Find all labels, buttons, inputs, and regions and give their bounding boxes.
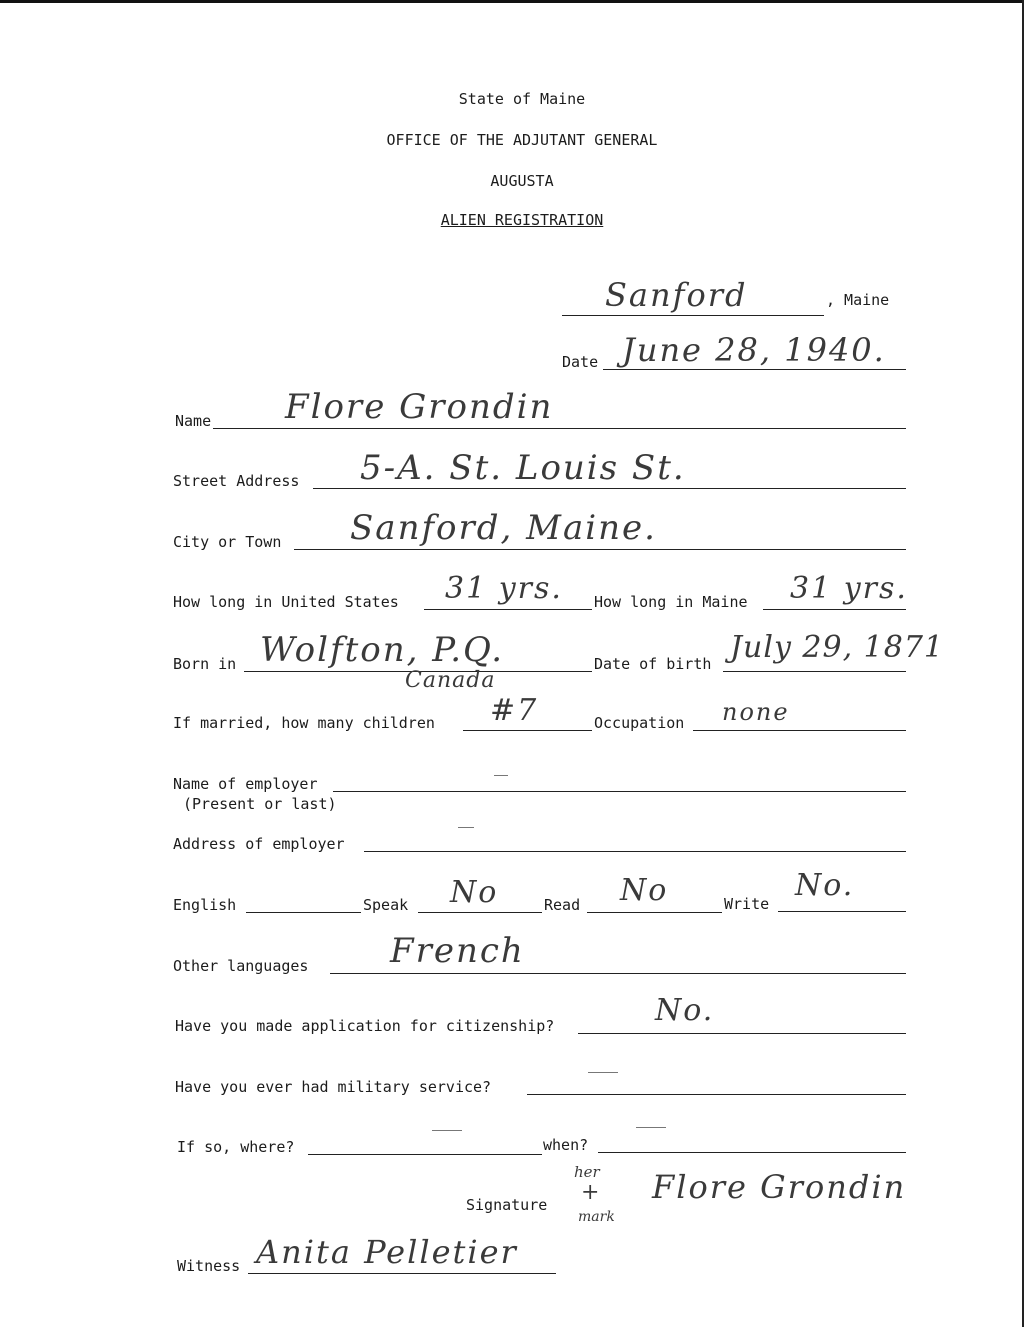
maine-years-value: 31 yrs. [790,571,908,606]
citizenship-line [578,1033,906,1034]
date-line [603,369,906,370]
speak-line [418,912,542,913]
birth-date-line [723,671,906,672]
write-line [778,911,906,912]
name-value: Flore Grondin [285,387,554,427]
read-label: Read [544,896,581,914]
other-languages-line [330,973,906,974]
header-title: ALIEN REGISTRATION [440,211,604,229]
signature-mark-top: her [574,1163,600,1181]
children-label: If married, how many children [173,714,435,732]
street-value: 5-A. St. Louis St. [360,448,686,488]
maine-years-label: How long in Maine [594,593,748,611]
us-years-line [424,609,592,610]
header-state: State of Maine [458,90,586,108]
birth-date-label: Date of birth [594,655,712,673]
employer-address-label: Address of employer [173,835,345,853]
city-label: City or Town [173,533,282,551]
date-value: June 28, 1940. [622,331,886,369]
date-label: Date [562,353,599,371]
speak-value: No [450,875,499,910]
when-line [598,1152,906,1153]
employer-blank-dash [494,775,508,776]
city-value: Sanford, Maine. [350,508,657,548]
employer-line [333,791,906,792]
children-line [463,730,592,731]
when-blank-dash [636,1127,666,1128]
signature-mark-cross: + [581,1180,600,1205]
speak-label: Speak [363,896,409,914]
occupation-value: none [722,698,790,726]
city-line [294,549,906,550]
header-office: OFFICE OF THE ADJUTANT GENERAL [386,131,658,149]
employer-address-blank-dash [458,827,474,828]
name-line [213,428,906,429]
where-blank-dash [432,1130,462,1131]
scan-edge-top [0,0,1024,3]
signature-value: Flore Grondin [652,1168,907,1206]
occupation-label: Occupation [594,714,685,732]
citizenship-value: No. [655,993,715,1028]
street-line [313,488,906,489]
where-label: If so, where? [177,1138,295,1156]
street-label: Street Address [173,472,300,490]
read-line [587,912,722,913]
when-label: when? [543,1136,589,1154]
military-line [527,1094,906,1095]
us-years-value: 31 yrs. [445,571,563,606]
employer-sublabel: (Present or last) [183,795,337,813]
write-value: No. [795,868,855,903]
employer-label: Name of employer [173,775,318,793]
employer-address-line [364,851,906,852]
occupation-line [693,730,906,731]
english-label: English [173,896,237,914]
witness-label: Witness [177,1257,241,1275]
born-country-value: Canada [405,668,496,693]
name-label: Name [175,412,212,430]
read-value: No [620,873,669,908]
birth-date-value: July 29, 1871 [730,630,945,665]
born-label: Born in [173,655,237,673]
witness-line [248,1273,556,1274]
english-line [246,912,361,913]
place-value: Sanford [605,276,748,314]
place-label: , Maine [826,291,890,309]
other-languages-value: French [390,931,525,971]
signature-label: Signature [466,1196,548,1214]
children-value: #7 [490,693,539,728]
military-blank-dash [588,1072,618,1073]
where-line [308,1154,542,1155]
witness-value: Anita Pelletier [256,1233,518,1271]
maine-years-line [763,609,906,610]
write-label: Write [724,895,770,913]
other-languages-label: Other languages [173,957,309,975]
place-line [562,315,824,316]
citizenship-label: Have you made application for citizenship? [175,1017,555,1035]
born-value: Wolfton, P.Q. [260,630,504,670]
header-city: AUGUSTA [490,172,554,190]
signature-mark-bottom: mark [578,1209,615,1225]
military-label: Have you ever had military service? [175,1078,492,1096]
us-years-label: How long in United States [173,593,399,611]
